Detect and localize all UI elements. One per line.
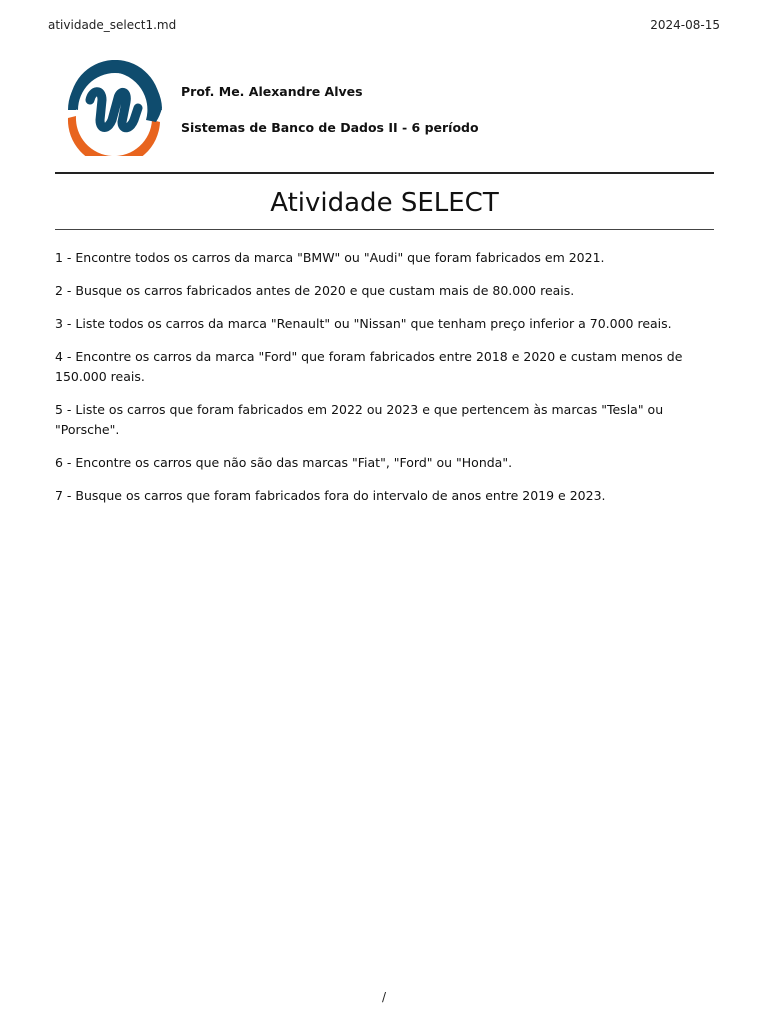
question-item: 3 - Liste todos os carros da marca "Renault" ou "Nissan" que tenham preço inferior a 70.000 reais.: [55, 316, 672, 331]
question-item: 4 - Encontre os carros da marca "Ford" que foram fabricados entre 2018 e 2020 e custam menos de 150.000 reais.: [55, 349, 683, 384]
page-number: /: [381, 990, 387, 1004]
top-divider: [55, 172, 714, 174]
question-item: 5 - Liste os carros que foram fabricados em 2022 ou 2023 e que pertencem às marcas "Tesla" ou "Porsche".: [55, 402, 664, 437]
question-list: [55, 248, 720, 519]
question-item: 7 - Busque os carros que foram fabricados fora do intervalo de anos entre 2019 e 2023.: [55, 488, 606, 503]
course-name: Sistemas de Banco de Dados II - 6 período: [181, 120, 479, 135]
question-item: 2 - Busque os carros fabricados antes de 2020 e que custam mais de 80.000 reais.: [55, 283, 575, 298]
university-logo-icon: [62, 60, 166, 156]
professor-name: Prof. Me. Alexandre Alves: [181, 84, 363, 99]
print-header: [48, 18, 720, 34]
document-header: [62, 60, 722, 160]
print-filename: atividade_select1.md: [48, 18, 177, 32]
question-item: 1 - Encontre todos os carros da marca "BMW" ou "Audi" que foram fabricados em 2021.: [55, 250, 605, 265]
question-item: 6 - Encontre os carros que não são das marcas "Fiat", "Ford" ou "Honda".: [55, 455, 513, 470]
page-title: Atividade SELECT: [270, 188, 499, 218]
print-date: 2024-08-15: [650, 18, 720, 32]
title-divider: [55, 229, 714, 230]
